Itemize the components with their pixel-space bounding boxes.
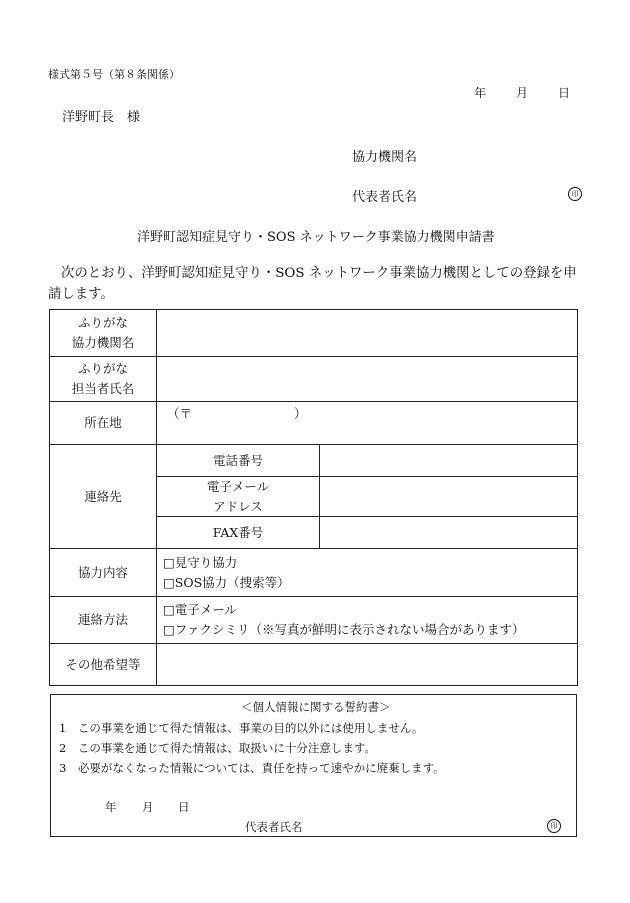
- phone-input-cell[interactable]: [320, 445, 577, 476]
- contact-method-label-cell: [50, 597, 156, 643]
- checkbox-fax[interactable]: □ファクシミリ（※写真が鮮明に表示されない場合があります）: [163, 622, 525, 637]
- form-number: 様式第５号（第８条関係）: [48, 68, 180, 81]
- oath-item-1: 1 この事業を通じて得た情報は、事業の目的以外には使用しません。: [59, 721, 424, 735]
- person-label-cell: 担当者氏名: [71, 381, 135, 396]
- phone-label-cell: [157, 445, 319, 476]
- oath-item-2: 2 この事業を通じて得た情報は、取扱いに十分注意します。: [59, 741, 376, 755]
- email-label-cell: [157, 477, 319, 516]
- fax-input-cell[interactable]: [320, 517, 577, 548]
- date-year: 年: [474, 86, 487, 100]
- contact-method-label: 連絡方法: [77, 612, 128, 627]
- person-furigana: ふりがな: [77, 361, 128, 376]
- postal-close: ）: [294, 406, 307, 421]
- contact-method-options: [163, 597, 573, 643]
- org-name-header-cell: [50, 310, 156, 356]
- oath-representative-label: 代表者氏名: [245, 820, 303, 834]
- date-day: 日: [558, 86, 571, 100]
- org-name-input-cell[interactable]: [157, 310, 577, 356]
- person-header-cell: [50, 357, 156, 401]
- fax-label: FAX番号: [212, 524, 264, 540]
- org-name-label: 協力機関名: [352, 150, 418, 165]
- address-input-cell[interactable]: [157, 420, 577, 444]
- representative-label: 代表者氏名: [352, 190, 418, 205]
- address-label: 所在地: [84, 415, 122, 430]
- checkbox-sos[interactable]: □SOS協力（捜索等）: [163, 574, 290, 590]
- checkbox-email[interactable]: □電子メール: [163, 602, 238, 617]
- org-name-furigana: ふりがな: [77, 315, 128, 330]
- contact-label-cell: [50, 445, 156, 548]
- email-label-line2: アドレス: [213, 498, 263, 514]
- seal-mark-icon: 印: [568, 187, 582, 201]
- cooperation-options: [163, 549, 573, 596]
- oath-item-3: 3 必要がなくなった情報については、責任を持って速やかに廃棄します。: [59, 761, 445, 775]
- person-input-cell[interactable]: [157, 357, 577, 401]
- other-label-cell: [50, 644, 156, 685]
- oath-date-day: 日: [178, 800, 190, 814]
- postal-open: （〒: [167, 406, 193, 421]
- header-date: [474, 84, 570, 101]
- addressee: 洋野町長 様: [62, 110, 141, 125]
- intro-text: 次のとおり、洋野町認知症見守り・SOS ネットワーク事業協力機関としての登録を申請します。: [48, 266, 577, 302]
- other-label: その他希望等: [65, 656, 141, 672]
- cooperation-label: 協力内容: [77, 564, 128, 580]
- document-title: 洋野町認知症見守り・SOS ネットワーク事業協力機関申請書: [137, 230, 495, 245]
- oath-date-month: 月: [142, 800, 154, 814]
- date-month: 月: [516, 86, 529, 100]
- org-name-label-cell: 協力機関名: [71, 335, 135, 350]
- seal-mark-icon: 印: [547, 819, 561, 833]
- oath-title: ＜個人情報に関する誓約書＞: [241, 700, 391, 714]
- email-label-line1: 電子メール: [206, 478, 270, 494]
- checkbox-watch[interactable]: □見守り協力: [163, 554, 238, 570]
- privacy-oath-box: [50, 694, 577, 837]
- contact-label: 連絡先: [84, 488, 122, 504]
- address-label-cell: [50, 402, 156, 444]
- cooperation-label-cell: [50, 549, 156, 596]
- application-table: [49, 309, 578, 686]
- other-input-cell[interactable]: [157, 644, 577, 685]
- email-input-cell[interactable]: [320, 477, 577, 516]
- phone-label: 電話番号: [212, 452, 263, 468]
- fax-label-cell: [157, 517, 319, 548]
- oath-date-year: 年: [105, 800, 117, 814]
